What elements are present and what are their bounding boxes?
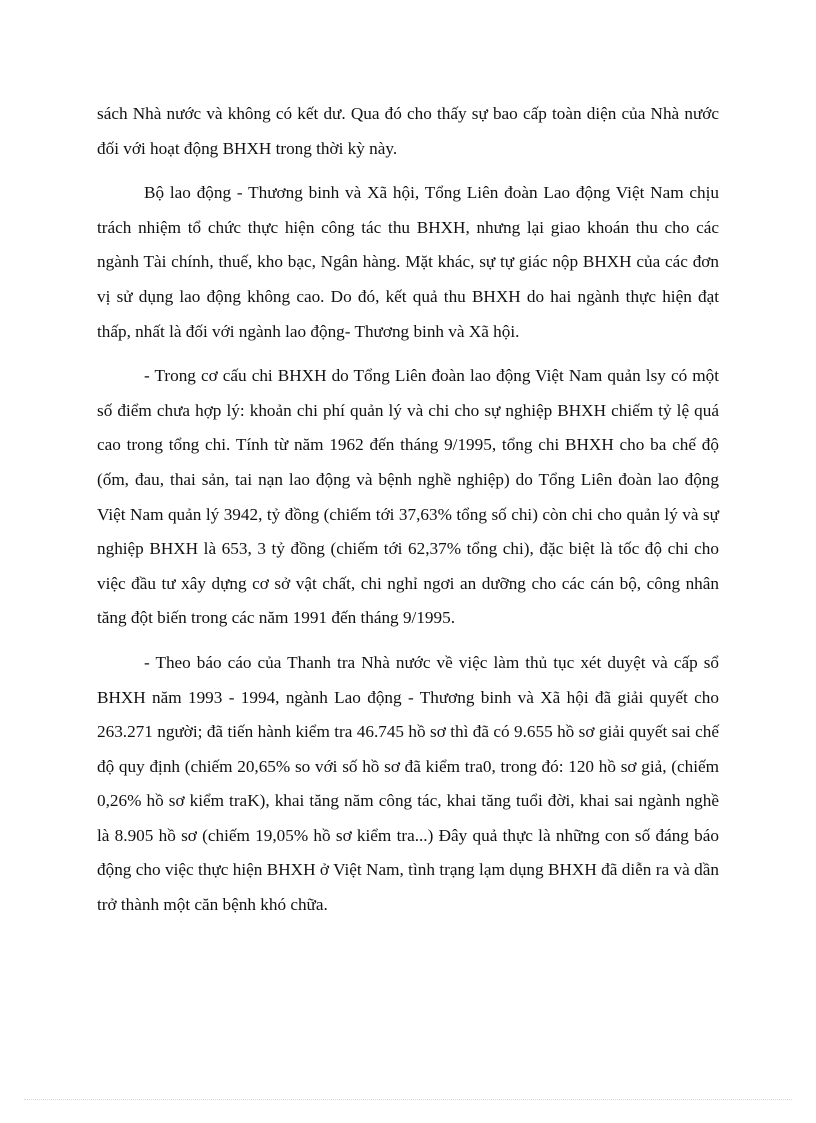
paragraph-inspection-report: - Theo báo cáo của Thanh tra Nhà nước về việc làm thủ tục xét duyệt và cấp sổ BHXH năm 1993 - 1994, ngành Lao động - Thương binh và Xã hội đã giải quyết cho 263.271 người; đã tiến hành kiểm tra 46.745 hồ sơ thì đã có 9.655 hồ sơ giải quyết sai chế độ quy định (chiếm 20,65% so với số hồ sơ đã kiểm tra0, trong đó: 120 hồ sơ giả, (chiếm 0,26% hồ sơ kiểm traK), khai tăng năm công tác, khai tăng tuổi đời, khai sai ngành nghề là 8.905 hồ sơ (chiếm 19,05% hồ sơ kiểm tra...) Đây quả thực là những con số đáng báo động cho việc thực hiện BHXH ở Việt Nam, tình trạng lạm dụng BHXH đã diễn ra và dần trở thành một căn bệnh khó chữa. xyxy=(97,652,719,915)
paragraph-continuation: sách Nhà nước và không có kết dư. Qua đó cho thấy sự bao cấp toàn diện của Nhà nước đối với hoạt động BHXH trong thời kỳ này. xyxy=(97,104,719,158)
paragraph-collection-responsibility: Bộ lao động - Thương binh và Xã hội, Tổng Liên đoàn Lao động Việt Nam chịu trách nhiệm tổ chức thực hiện công tác thu BHXH, nhưng lại giao khoán thu cho các ngành Tài chính, thuế, kho bạc, Ngân hàng. Mặt khác, sự tự giác nộp BHXH của các đơn vị sử dụng lao động không cao. Do đó, kết quả thu BHXH do hai ngành thực hiện đạt thấp, nhất là đối với ngành lao động- Thương binh và Xã hội. xyxy=(97,183,719,341)
page-bottom-divider xyxy=(24,1099,792,1100)
paragraph-expenditure-structure: - Trong cơ cấu chi BHXH do Tổng Liên đoàn lao động Việt Nam quản lsy có một số điểm chưa hợp lý: khoản chi phí quản lý và chi cho sự nghiệp BHXH chiếm tỷ lệ quá cao trong tổng chi. Tính từ năm 1962 đến tháng 9/1995, tổng chi BHXH cho ba chế độ (ốm, đau, thai sản, tai nạn lao động và bệnh nghề nghiệp) do Tổng Liên đoàn lao động Việt Nam quản lý 3942, tỷ đồng (chiếm tới 37,63% tổng số chi) còn chi cho quản lý và sự nghiệp BHXH là 653, 3 tỷ đồng (chiếm tới 62,37% tổng chi), đặc biệt là tốc độ chi cho việc đầu tư xây dựng cơ sở vật chất, chi nghỉ ngơi an dưỡng cho các cán bộ, công nhân tăng đột biến trong các năm 1991 đến tháng 9/1995. xyxy=(97,366,719,628)
document-body xyxy=(97,97,719,933)
